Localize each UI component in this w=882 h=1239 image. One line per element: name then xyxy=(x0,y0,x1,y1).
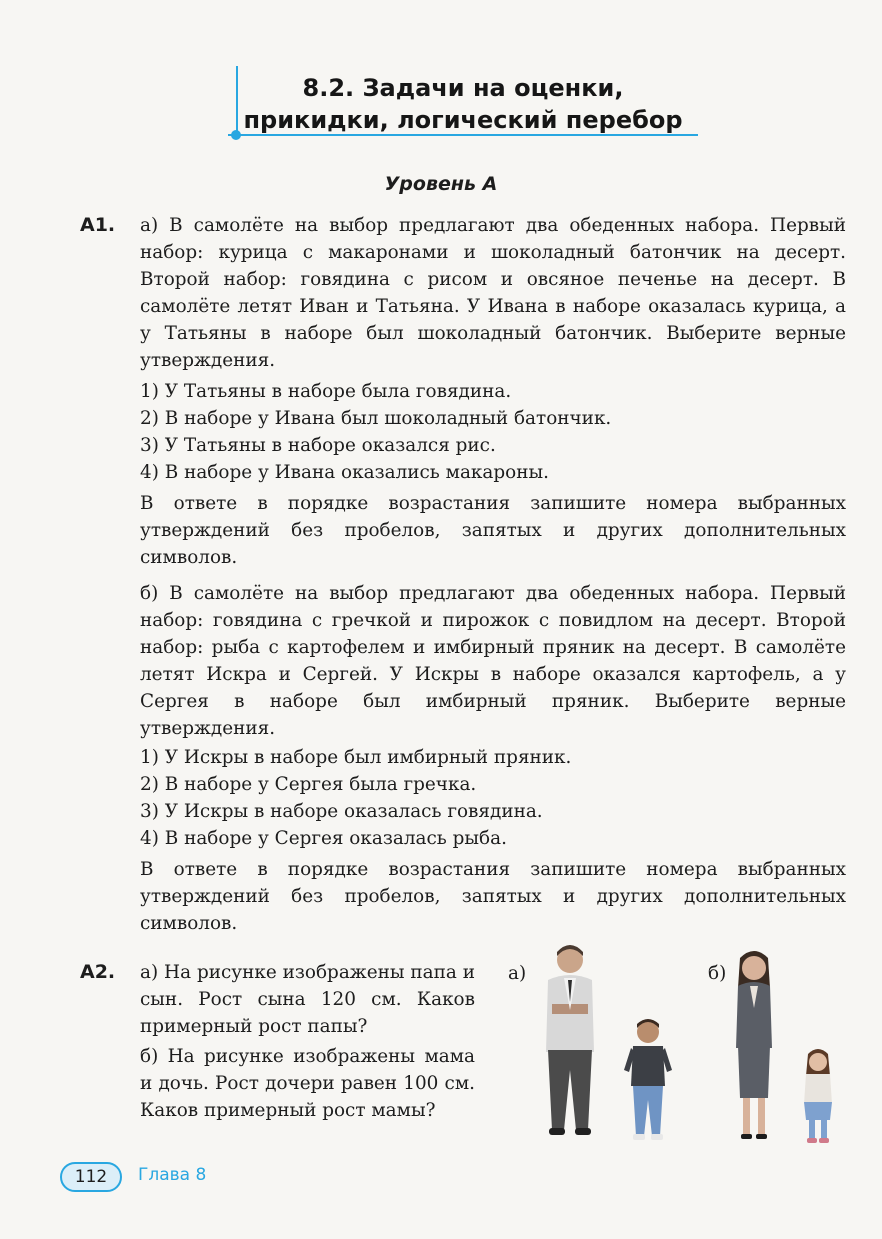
daughter-figure xyxy=(804,1049,832,1143)
task-a1b-options xyxy=(140,744,846,852)
task-a2a-text: а) На рисунке изображены папа и сын. Рост сына 120 см. Каков примерный рост папы? xyxy=(140,962,475,1037)
figure-a-label: а) xyxy=(508,963,527,984)
task-a1a-text: а) В самолёте на выбор предлагают два обеденных набора. Первый набор: курица с макаронами и шоколадный батончик на десерт. Второй набор: говядина с рисом и овсяное печенье на десерт. В самолёте летят Иван и Татьяна. У Ивана в наборе оказалась курица, а у Татьяны в наборе был шоколадный батончик. Выберите верные утверждения. xyxy=(140,215,846,371)
page-number: 112 xyxy=(60,1162,122,1192)
task-a2b-text: б) На рисунке изображены мама и дочь. Рост дочери равен 100 см. Каков примерный рост мамы? xyxy=(140,1046,475,1121)
section-title xyxy=(238,72,688,136)
task-a1a-answer-instructions: В ответе в порядке возрастания запишите номера выбранных утверждений без пробелов, запятых и других дополнительных символов. xyxy=(140,493,846,568)
mother-daughter-illustration xyxy=(720,948,850,1148)
task-a1b-answer-instructions: В ответе в порядке возрастания запишите номера выбранных утверждений без пробелов, запятых и других дополнительных символов. xyxy=(140,859,846,934)
section-title-line1: 8.2. Задачи на оценки, xyxy=(302,74,624,102)
chapter-label: Глава 8 xyxy=(138,1165,207,1185)
list-item: 3) У Татьяны в наборе оказался рис. xyxy=(140,435,496,456)
task-a2-number: А2. xyxy=(80,961,116,983)
list-item: 4) В наборе у Ивана оказались макароны. xyxy=(140,462,549,483)
list-item: 1) У Татьяны в наборе была говядина. xyxy=(140,381,512,402)
section-title-line2: прикидки, логический перебор xyxy=(243,106,683,134)
mother-figure xyxy=(736,951,772,1139)
list-item: 4) В наборе у Сергея оказалась рыба. xyxy=(140,828,507,849)
task-a1-number: А1. xyxy=(80,214,116,236)
list-item: 2) В наборе у Ивана был шоколадный батончик. xyxy=(140,408,612,429)
figure-b-label: б) xyxy=(708,963,727,984)
father-figure xyxy=(546,945,594,1135)
father-son-illustration xyxy=(530,940,690,1150)
level-heading: Уровень А xyxy=(384,173,498,195)
list-item: 1) У Искры в наборе был имбирный пряник. xyxy=(140,747,572,768)
son-figure xyxy=(624,1019,672,1140)
list-item: 2) В наборе у Сергея была гречка. xyxy=(140,774,477,795)
task-a1b-text: б) В самолёте на выбор предлагают два обеденных набора. Первый набор: говядина с гречкой и пирожок с повидлом на десерт. Второй набор: рыба с картофелем и имбирный пряник на десерт. В самолёте летят Искра и Сергей. У Искры в наборе оказался картофель, а у Сергея в наборе был имбирный пряник. Выберите верные утверждения. xyxy=(140,583,846,739)
task-a1a-options xyxy=(140,378,846,486)
list-item: 3) У Искры в наборе оказалась говядина. xyxy=(140,801,543,822)
